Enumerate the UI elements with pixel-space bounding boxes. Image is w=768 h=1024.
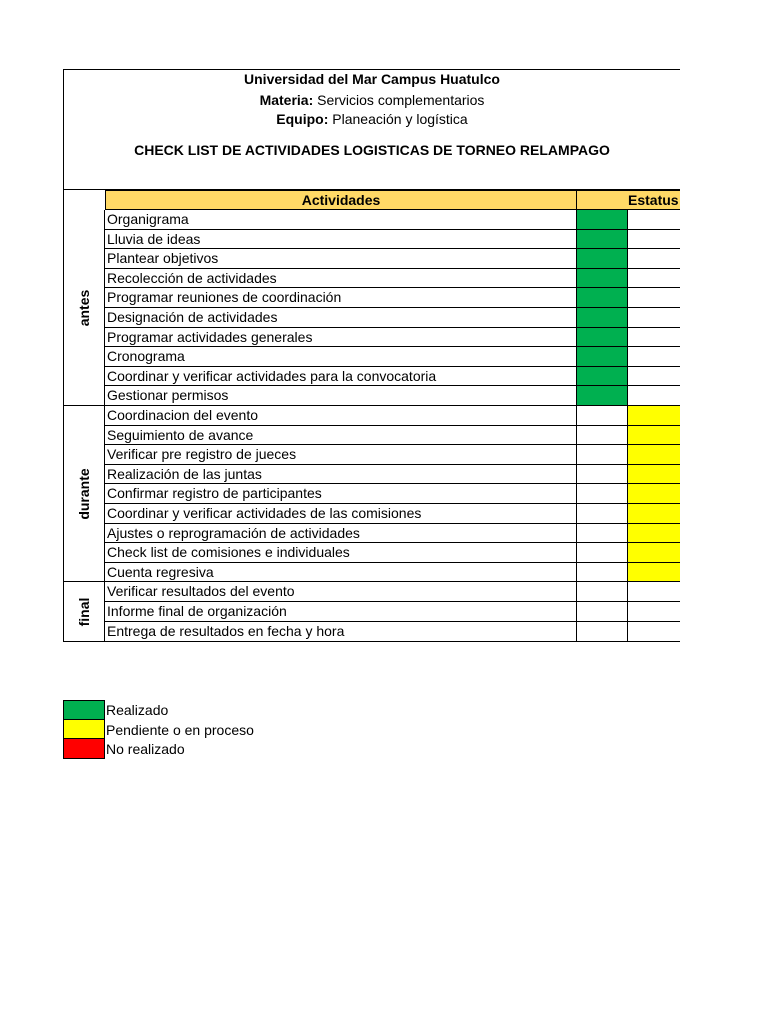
subject-line (64, 92, 680, 108)
activity-cell[interactable]: Informe final de organización (105, 602, 577, 622)
activity-cell[interactable]: Cuenta regresiva (105, 563, 577, 583)
status-cell-pending[interactable] (628, 347, 680, 367)
activity-cell[interactable]: Cronograma (105, 347, 577, 367)
sheet-header (64, 70, 680, 190)
status-cell-pending[interactable] (628, 582, 680, 602)
status-cell-done[interactable] (577, 543, 628, 563)
phase-final (64, 582, 105, 641)
status-cell-done[interactable] (577, 367, 628, 387)
phase-antes (64, 210, 105, 406)
status-cell-pending[interactable] (628, 230, 680, 250)
activity-cell[interactable]: Realización de las juntas (105, 465, 577, 485)
status-cell-pending[interactable] (628, 210, 680, 230)
status-cell-done[interactable] (577, 210, 628, 230)
legend-label: Realizado (106, 702, 169, 718)
status-cell-pending[interactable] (628, 465, 680, 485)
activity-cell[interactable]: Ajustes o reprogramación de actividades (105, 524, 577, 544)
status-cell-pending[interactable] (628, 563, 680, 583)
status-cell-pending[interactable] (628, 445, 680, 465)
status-cell-pending[interactable] (628, 367, 680, 387)
legend-swatch (63, 739, 105, 759)
status-cell-done[interactable] (577, 288, 628, 308)
phase-label: antes (76, 289, 92, 326)
status-cell-pending[interactable] (628, 524, 680, 544)
status-cell-done[interactable] (577, 230, 628, 250)
activity-cell[interactable]: Gestionar permisos (105, 386, 577, 406)
legend-swatch (63, 700, 105, 720)
checklist-title: CHECK LIST DE ACTIVIDADES LOGISTICAS DE TORNEO RELAMPAGO (134, 142, 610, 158)
activity-cell[interactable]: Verificar pre registro de jueces (105, 445, 577, 465)
status-cell-done[interactable] (577, 465, 628, 485)
university-title: Universidad del Mar Campus Huatulco (244, 71, 500, 87)
activity-cell[interactable]: Check list de comisiones e individuales (105, 543, 577, 563)
legend-swatch (63, 720, 105, 740)
status-cell-done[interactable] (577, 269, 628, 289)
status-cell-done[interactable] (577, 524, 628, 544)
status-cell-done[interactable] (577, 504, 628, 524)
status-cell-pending[interactable] (628, 622, 680, 642)
activity-cell[interactable]: Recolección de actividades (105, 269, 577, 289)
status-cell-done[interactable] (577, 426, 628, 446)
status-cell-pending[interactable] (628, 504, 680, 524)
status-cell-done[interactable] (577, 308, 628, 328)
status-cell-done[interactable] (577, 622, 628, 642)
activity-cell[interactable]: Coordinacion del evento (105, 406, 577, 426)
status-cell-pending[interactable] (628, 426, 680, 446)
status-cell-done[interactable] (577, 602, 628, 622)
status-cell-done[interactable] (577, 386, 628, 406)
activities-column-header: Actividades (105, 190, 577, 210)
status-cell-pending[interactable] (628, 386, 680, 406)
phase-label: final (76, 597, 92, 627)
status-cell-pending[interactable] (628, 308, 680, 328)
activity-cell[interactable]: Organigrama (105, 210, 577, 230)
subject-value: Servicios complementarios (317, 92, 485, 108)
status-column-header: Estatus (577, 190, 680, 210)
subject-label: Materia: (259, 92, 314, 108)
status-cell-pending[interactable] (628, 543, 680, 563)
activity-cell[interactable]: Programar reuniones de coordinación (105, 288, 577, 308)
status-cell-pending[interactable] (628, 249, 680, 269)
activity-cell[interactable]: Verificar resultados del evento (105, 582, 577, 602)
status-cell-done[interactable] (577, 582, 628, 602)
activity-cell[interactable]: Confirmar registro de participantes (105, 484, 577, 504)
team-label: Equipo: (276, 111, 329, 127)
status-cell-pending[interactable] (628, 406, 680, 426)
status-cell-done[interactable] (577, 347, 628, 367)
activity-cell[interactable]: Entrega de resultados en fecha y hora (105, 622, 577, 642)
legend-label: No realizado (106, 741, 185, 757)
team-value: Planeación y logística (332, 111, 468, 127)
status-cell-pending[interactable] (628, 328, 680, 348)
activity-cell[interactable]: Seguimiento de avance (105, 426, 577, 446)
status-cell-pending[interactable] (628, 269, 680, 289)
status-cell-done[interactable] (577, 484, 628, 504)
phase-durante (64, 406, 105, 582)
legend-label: Pendiente o en proceso (106, 721, 254, 738)
activity-cell[interactable]: Designación de actividades (105, 308, 577, 328)
activity-cell[interactable]: Coordinar y verificar actividades para la convocatoria (105, 367, 577, 387)
team-line (64, 111, 680, 127)
status-cell-done[interactable] (577, 249, 628, 269)
status-cell-done[interactable] (577, 406, 628, 426)
status-cell-done[interactable] (577, 563, 628, 583)
checklist-sheet (63, 69, 680, 642)
status-cell-done[interactable] (577, 328, 628, 348)
status-cell-pending[interactable] (628, 484, 680, 504)
activity-cell[interactable]: Lluvia de ideas (105, 230, 577, 250)
activity-cell[interactable]: Plantear objetivos (105, 249, 577, 269)
phase-label: durante (76, 468, 92, 520)
status-cell-done[interactable] (577, 445, 628, 465)
status-cell-pending[interactable] (628, 602, 680, 622)
activity-cell[interactable]: Programar actividades generales (105, 328, 577, 348)
status-cell-pending[interactable] (628, 288, 680, 308)
activity-cell[interactable]: Coordinar y verificar actividades de las comisiones (105, 504, 577, 524)
